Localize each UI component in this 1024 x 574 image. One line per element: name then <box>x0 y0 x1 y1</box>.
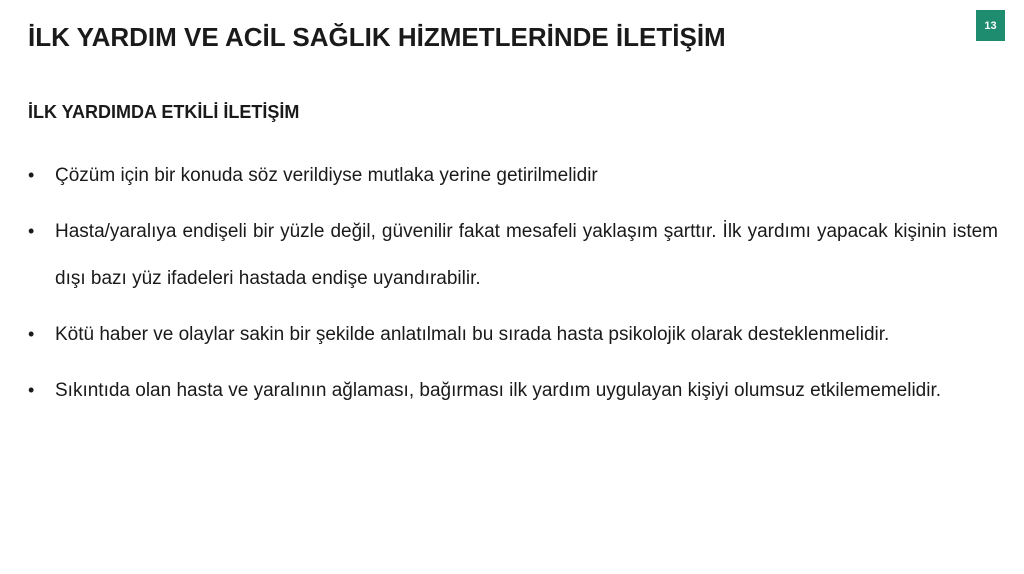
bullet-dot: • <box>28 380 35 400</box>
bullet-text: Kötü haber ve olaylar sakin bir şekilde anlatılmalı bu sırada hasta psikolojik olarak desteklenmelidir. <box>55 324 890 345</box>
bullet-item <box>28 367 998 414</box>
bullet-list <box>28 152 998 423</box>
bullet-text: Sıkıntıda olan hasta ve yaralının ağlaması, bağırması ilk yardım uygulayan kişiyi olumsuz etkilememelidir. <box>55 380 942 401</box>
bullet-text: Çözüm için bir konuda söz verildiyse mutlaka yerine getirilmelidir <box>55 165 598 186</box>
slide-title: İLK YARDIM VE ACİL SAĞLIK HİZMETLERİNDE İLETİŞİM <box>28 22 726 52</box>
page-number-badge: 13 <box>976 10 1005 41</box>
bullet-item <box>28 311 998 358</box>
section-heading: İLK YARDIMDA ETKİLİ İLETİŞİM <box>28 102 300 122</box>
bullet-dot: • <box>28 221 35 241</box>
bullet-item <box>28 208 998 302</box>
bullet-dot: • <box>28 165 35 185</box>
bullet-item <box>28 152 998 199</box>
bullet-text: Hasta/yaralıya endişeli bir yüzle değil, güvenilir fakat mesafeli yaklaşım şarttır. İlk yardımı yapacak kişinin istem dışı bazı yüz ifadeleri hastada endişe uyandırabilir. <box>55 221 998 289</box>
bullet-dot: • <box>28 324 35 344</box>
